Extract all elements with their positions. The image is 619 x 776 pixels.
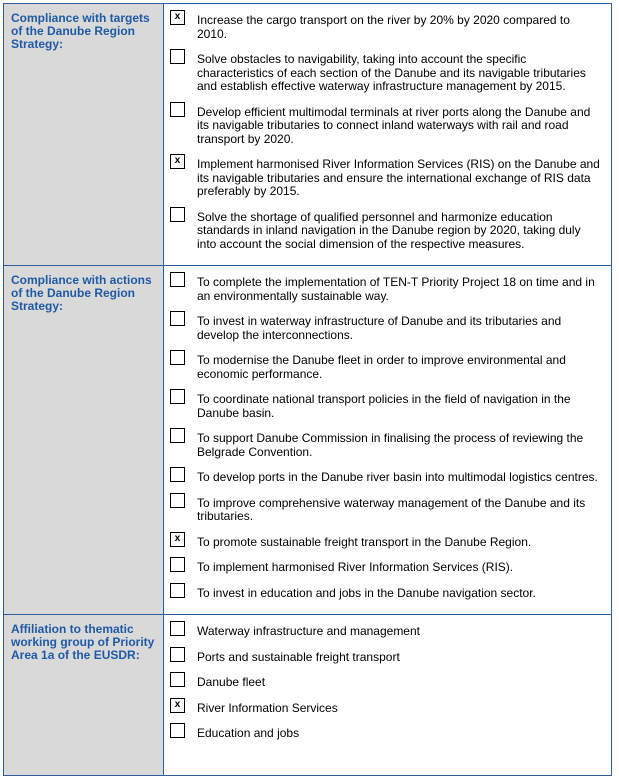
checkbox[interactable] <box>170 557 185 572</box>
option-text: Education and jobs <box>197 726 300 740</box>
option-text: River Information Services <box>197 700 338 715</box>
checkbox[interactable] <box>170 49 185 64</box>
option-text: Solve obstacles to navigability, taking into account the specific characteristics of each section of the Danube and its navigable tributaries and establish effective waterway infrastructure management by 2015. <box>197 52 586 93</box>
section-working-group <box>4 615 612 776</box>
option-item <box>170 467 603 485</box>
option-text: To invest in waterway infrastructure of Danube and its tributaries and develop the interconnections. <box>197 314 562 342</box>
checkbox[interactable] <box>170 102 185 117</box>
checkbox[interactable] <box>170 467 185 482</box>
option-item <box>170 207 603 252</box>
option-item <box>170 272 603 303</box>
option-text: To improve comprehensive waterway management of the Danube and its tributaries. <box>197 495 586 523</box>
options-cell <box>164 4 612 266</box>
option-item <box>170 621 603 639</box>
option-text: To implement harmonised River Information Services (RIS). <box>197 560 514 574</box>
section-label-cell <box>4 266 164 615</box>
section-label-cell <box>4 615 164 776</box>
option-item <box>170 493 603 524</box>
option-item <box>170 723 603 741</box>
checkbox[interactable]: x <box>170 698 185 713</box>
checkbox[interactable] <box>170 493 185 508</box>
checkbox[interactable] <box>170 207 185 222</box>
checkbox[interactable] <box>170 272 185 287</box>
section-targets <box>4 4 612 266</box>
option-item <box>170 10 603 41</box>
section-label-cell <box>4 4 164 266</box>
option-item <box>170 389 603 420</box>
option-text: To support Danube Commission in finalising the process of reviewing the Belgrade Convention. <box>197 431 584 459</box>
checkbox[interactable]: x <box>170 532 185 547</box>
checkbox[interactable] <box>170 583 185 598</box>
option-item <box>170 698 603 716</box>
checkbox[interactable] <box>170 428 185 443</box>
option-item <box>170 49 603 94</box>
option-text: To develop ports in the Danube river basin into multimodal logistics centres. <box>197 470 598 484</box>
option-text: To coordinate national transport policies in the field of navigation in the Danube basin. <box>197 392 571 420</box>
section-label: Compliance with actions of the Danube Region Strategy: <box>11 273 152 313</box>
checkbox[interactable]: x <box>170 154 185 169</box>
option-text: To promote sustainable freight transport in the Danube Region. <box>197 534 532 549</box>
options-cell <box>164 615 612 776</box>
option-text: Increase the cargo transport on the river by 20% by 2020 compared to 2010. <box>197 13 570 41</box>
option-text: Develop efficient multimodal terminals at river ports along the Danube and its navigable tributaries to connect inland waterways with rail and road transport by 2020. <box>197 104 591 146</box>
option-item <box>170 672 603 690</box>
checkbox[interactable] <box>170 311 185 326</box>
checkbox[interactable] <box>170 389 185 404</box>
section-label: Compliance with targets of the Danube Region Strategy: <box>11 11 150 51</box>
option-text: To modernise the Danube fleet in order to improve environmental and economic performance. <box>197 353 566 381</box>
checkbox[interactable] <box>170 621 185 636</box>
compliance-form-table <box>3 3 612 776</box>
options-cell <box>164 266 612 615</box>
checkbox[interactable] <box>170 647 185 662</box>
option-item <box>170 647 603 665</box>
checkbox[interactable] <box>170 723 185 738</box>
option-text: Implement harmonised River Information Services (RIS) on the Danube and its navigable tributaries and ensure the international exchange of RIS data preferably by 2015. <box>197 157 600 198</box>
option-text: Danube fleet <box>197 675 266 689</box>
checkbox[interactable] <box>170 350 185 365</box>
option-text: To invest in education and jobs in the Danube navigation sector. <box>197 585 536 600</box>
option-text: To complete the implementation of TEN-T Priority Project 18 on time and in an environmentally sustainable way. <box>197 275 595 303</box>
option-text: Solve the shortage of qualified personnel and harmonize education standards in inland navigation in the Danube region by 2020, taking duly into account the social dimension of the respective measures. <box>197 209 581 251</box>
option-item <box>170 532 603 550</box>
option-item <box>170 557 603 575</box>
option-item <box>170 428 603 459</box>
option-item <box>170 102 603 147</box>
option-text: Waterway infrastructure and management <box>197 624 420 638</box>
option-item <box>170 583 603 601</box>
section-actions <box>4 266 612 615</box>
option-item <box>170 154 603 199</box>
option-text: Ports and sustainable freight transport <box>197 649 400 664</box>
checkbox[interactable] <box>170 672 185 687</box>
checkbox[interactable]: x <box>170 10 185 25</box>
option-item <box>170 311 603 342</box>
section-label: Affiliation to thematic working group of Priority Area 1a of the EUSDR: <box>11 622 155 662</box>
option-item <box>170 350 603 381</box>
